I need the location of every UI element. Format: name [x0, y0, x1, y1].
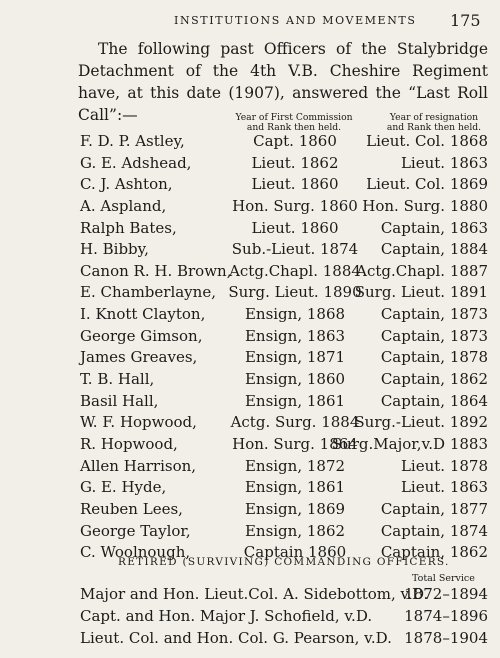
officer-row [0, 175, 500, 197]
officer-row [0, 154, 500, 176]
officer-name: C. Woolnough, [80, 543, 191, 562]
officer-row [0, 478, 500, 500]
resignation: Captain, 1873 [380, 305, 488, 324]
total-service: 1878–1904 [404, 629, 488, 647]
resignation: Lieut. 1863 [400, 478, 488, 497]
resignation: Captain, 1884 [380, 240, 488, 259]
resignation: Surg.Major,v.D 1883 [331, 434, 488, 453]
retired-officers-list [0, 585, 500, 651]
resignation: Lieut. Col. 1869 [366, 175, 488, 194]
officer-name: E. Chamberlayne, [80, 283, 216, 302]
officer-row [0, 197, 500, 219]
resignation: Captain, 1862 [380, 370, 488, 389]
resignation: Lieut. 1878 [400, 456, 488, 475]
resignation: Captain, 1873 [380, 326, 488, 345]
first-commission: Hon. Surg. 1860 [232, 196, 358, 215]
officer-row [0, 500, 500, 522]
first-commission: Actg. Surg. 1884 [230, 413, 360, 432]
retired-officer-name: Major and Hon. Lieut.Col. A. Sidebottom, v.D. [80, 585, 429, 603]
officer-name: I. Knott Clayton, [80, 305, 206, 324]
officer-row [0, 283, 500, 305]
officer-name: A. Aspland, [80, 196, 167, 215]
first-commission: Ensign, 1860 [244, 370, 346, 389]
officer-name: H. Bibby, [80, 240, 149, 259]
first-commission: Sub.-Lieut. 1874 [231, 240, 359, 259]
retired-officer-row [0, 629, 500, 651]
total-service-label: Total Service [412, 573, 475, 584]
running-head: INSTITUTIONS AND MOVEMENTS [174, 14, 417, 27]
officer-name: James Greaves, [80, 348, 198, 367]
officer-name: Allen Harrison, [80, 456, 197, 475]
first-commission: Surg. Lieut. 1890 [228, 283, 362, 302]
first-commission: Ensign, 1869 [244, 499, 346, 518]
officer-row [0, 219, 500, 241]
resignation: Lieut. Col. 1868 [366, 132, 488, 150]
officer-name: T. B. Hall, [80, 370, 155, 389]
officer-row [0, 392, 500, 414]
resignation: Captain, 1862 [380, 543, 488, 562]
resignation: Actg.Chapl. 1887 [356, 261, 488, 280]
first-commission: Captain 1860 [243, 543, 347, 562]
first-commission: Ensign, 1861 [244, 391, 346, 410]
first-commission: Ensign, 1863 [244, 326, 346, 345]
officer-name: George Taylor, [80, 521, 191, 540]
officer-row [0, 240, 500, 262]
first-commission: Lieut. 1860 [251, 175, 339, 194]
officer-row [0, 457, 500, 479]
retired-officer-name: Capt. and Hon. Major J. Schofield, v.D. [80, 607, 373, 625]
resignation: Captain, 1863 [380, 218, 488, 237]
officer-name: W. F. Hopwood, [80, 413, 197, 432]
first-commission: Ensign, 1862 [244, 521, 346, 540]
resignation: Captain, 1877 [380, 499, 488, 518]
first-commission: Capt. 1860 [253, 132, 337, 150]
page-number: 175 [450, 11, 481, 30]
officer-name: R. Hopwood, [80, 434, 178, 453]
officer-row [0, 327, 500, 349]
total-service: 1874–1896 [404, 607, 488, 625]
first-commission: Ensign, 1871 [244, 348, 346, 367]
resignation: Surg.-Lieut. 1892 [354, 413, 488, 432]
officer-name: Canon R. H. Brown, [80, 261, 232, 280]
officer-row [0, 132, 500, 154]
column-header-resignation: Year of resignation and Rank then held. [386, 112, 482, 133]
column-header-first-commission: Year of First Commission and Rank then held. [235, 112, 353, 133]
officer-row [0, 370, 500, 392]
total-service: 1872–1894 [404, 585, 488, 603]
intro-paragraph: The following past Officers of the Stalybridge Detachment of the 4th V.B. Cheshire Regiment have, at this date (1907), answered the “Last Roll Call”:— [78, 40, 488, 124]
first-commission: Actg.Chapl. 1884 [229, 261, 361, 280]
first-commission: Ensign, 1868 [244, 305, 346, 324]
officers-list [0, 132, 500, 565]
officer-name: Ralph Bates, [80, 218, 177, 237]
resignation: Lieut. 1863 [400, 153, 488, 172]
resignation: Captain, 1864 [380, 391, 488, 410]
officer-name: G. E. Adshead, [80, 153, 192, 172]
officer-row [0, 522, 500, 544]
retired-officer-row [0, 585, 500, 607]
officer-row [0, 348, 500, 370]
officer-name: C. J. Ashton, [80, 175, 173, 194]
first-commission: Ensign, 1872 [244, 456, 346, 475]
officer-name: George Gimson, [80, 326, 203, 345]
officer-row [0, 435, 500, 457]
retired-officer-name: Lieut. Col. and Hon. Col. G. Pearson, v.D. [80, 629, 392, 647]
resignation: Captain, 1878 [380, 348, 488, 367]
officer-row [0, 262, 500, 284]
resignation: Surg. Lieut. 1891 [354, 283, 488, 302]
officer-name: G. E. Hyde, [80, 478, 167, 497]
officer-name: Reuben Lees, [80, 499, 183, 518]
first-commission: Lieut. 1860 [251, 218, 339, 237]
first-commission: Lieut. 1862 [251, 153, 339, 172]
retired-section-heading: RETIRED (SURVIVING) COMMANDING OFFICERS. [118, 556, 450, 568]
resignation: Hon. Surg. 1880 [362, 196, 488, 215]
officer-name: F. D. P. Astley, [80, 132, 185, 150]
resignation: Captain, 1874 [380, 521, 488, 540]
first-commission: Hon. Surg. 1864 [232, 434, 358, 453]
officer-name: Basil Hall, [80, 391, 159, 410]
officer-row [0, 305, 500, 327]
officer-row [0, 413, 500, 435]
retired-officer-row [0, 607, 500, 629]
first-commission: Ensign, 1861 [244, 478, 346, 497]
